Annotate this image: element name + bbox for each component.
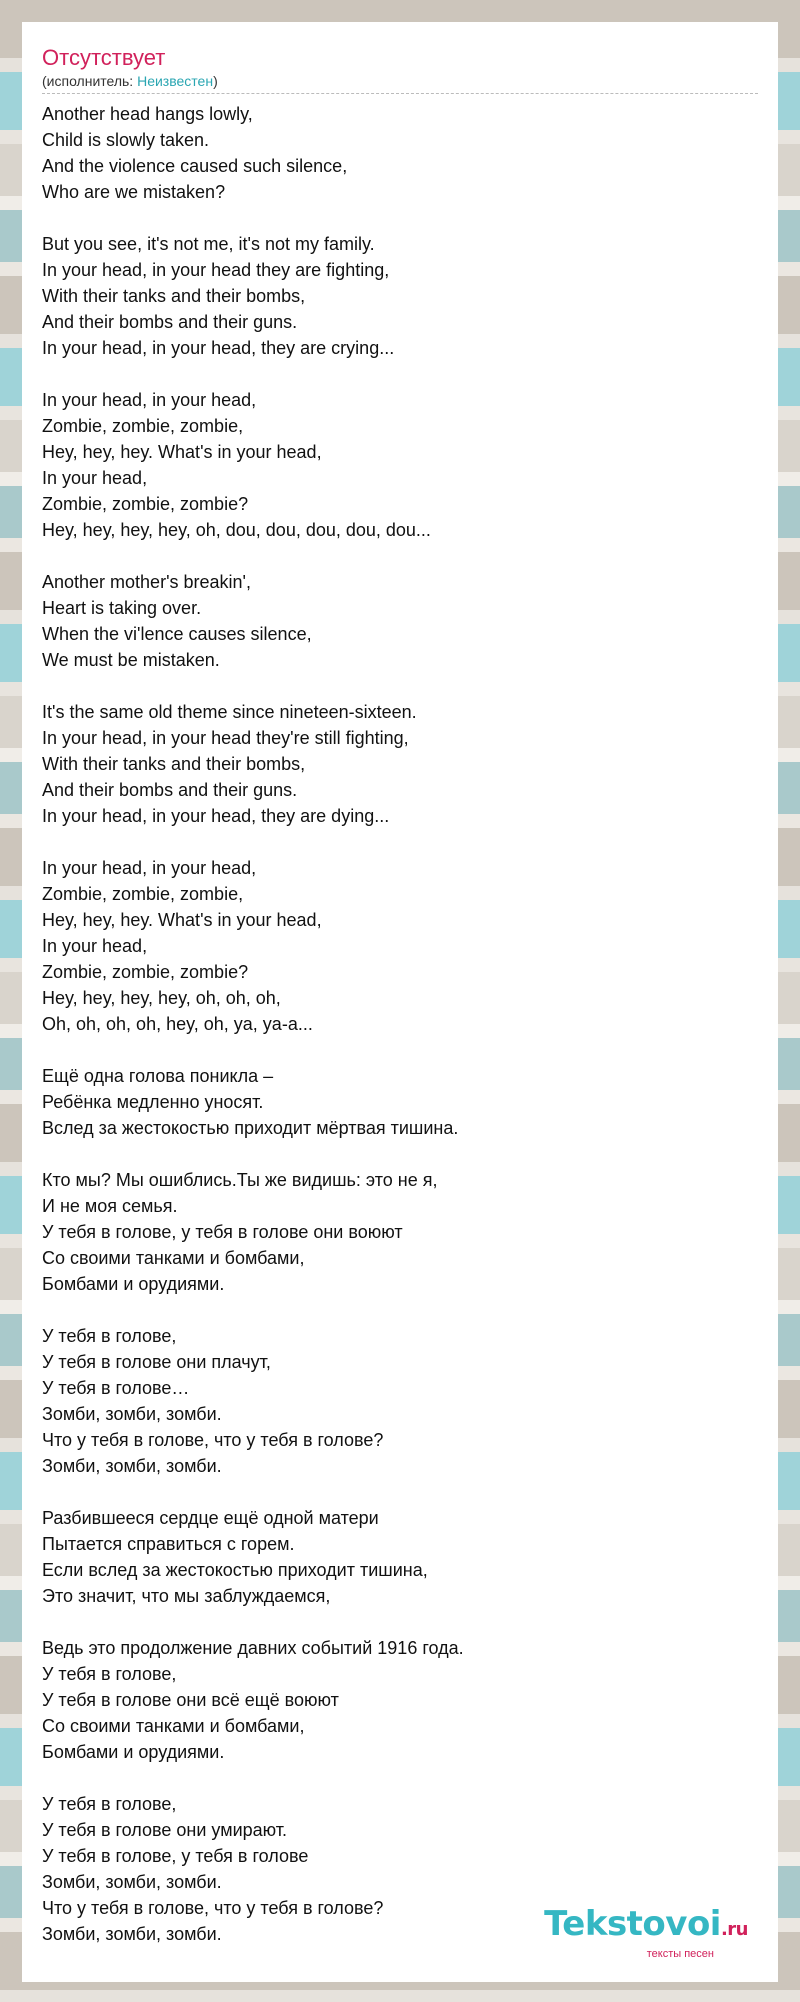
lyric-line: Бомбами и орудиями. bbox=[42, 1274, 225, 1294]
lyrics-text bbox=[42, 101, 758, 1947]
lyric-line: In your head, in your head, they are crying... bbox=[42, 338, 395, 358]
lyric-line: У тебя в голове, bbox=[42, 1326, 177, 1346]
lyric-stanza bbox=[42, 699, 758, 829]
lyric-line: Что у тебя в голове, что у тебя в голове? bbox=[42, 1898, 384, 1918]
lyric-line: Who are we mistaken? bbox=[42, 182, 226, 202]
lyric-stanza bbox=[42, 1505, 758, 1609]
lyric-line: In your head, in your head, they are dying... bbox=[42, 806, 390, 826]
lyric-line: Hey, hey, hey, hey, oh, oh, oh, bbox=[42, 988, 281, 1008]
lyric-stanza bbox=[42, 231, 758, 361]
lyric-line: Если вслед за жестокостью приходит тишина, bbox=[42, 1560, 428, 1580]
artist-line bbox=[42, 72, 758, 94]
lyric-line: In your head, bbox=[42, 468, 148, 488]
lyric-line: And their bombs and their guns. bbox=[42, 312, 298, 332]
lyric-line: In your head, in your head they are fighting, bbox=[42, 260, 390, 280]
lyric-line: Another head hangs lowly, bbox=[42, 104, 253, 124]
artist-prefix: (исполнитель: bbox=[42, 73, 138, 89]
logo-wordmark bbox=[544, 1906, 748, 1948]
site-logo[interactable] bbox=[544, 1906, 748, 1960]
lyric-stanza bbox=[42, 1063, 758, 1141]
lyric-line: We must be mistaken. bbox=[42, 650, 220, 670]
lyric-line: Zombie, zombie, zombie, bbox=[42, 416, 244, 436]
lyric-line: Ещё одна голова поникла – bbox=[42, 1066, 274, 1086]
lyric-line: У тебя в голове они плачут, bbox=[42, 1352, 271, 1372]
lyric-line: Ребёнка медленно уносят. bbox=[42, 1092, 264, 1112]
lyric-line: Пытается справиться с горем. bbox=[42, 1534, 295, 1554]
lyric-stanza bbox=[42, 1167, 758, 1297]
lyric-line: Oh, oh, oh, oh, hey, oh, ya, ya-a... bbox=[42, 1014, 313, 1034]
lyric-line: У тебя в голове, у тебя в голове они воюют bbox=[42, 1222, 403, 1242]
lyric-line: In your head, in your head, bbox=[42, 390, 257, 410]
lyric-line: И не моя семья. bbox=[42, 1196, 178, 1216]
lyric-line: Zombie, zombie, zombie? bbox=[42, 962, 249, 982]
lyric-line: Зомби, зомби, зомби. bbox=[42, 1872, 222, 1892]
lyric-line: Hey, hey, hey. What's in your head, bbox=[42, 442, 322, 462]
logo-main-text: Tekstovoi bbox=[544, 1904, 721, 1944]
lyric-line: Вслед за жестокостью приходит мёртвая тишина. bbox=[42, 1118, 459, 1138]
lyric-line: Со своими танками и бомбами, bbox=[42, 1716, 305, 1736]
lyric-line: Hey, hey, hey. What's in your head, bbox=[42, 910, 322, 930]
lyric-line: Разбившееся сердце ещё одной матери bbox=[42, 1508, 379, 1528]
lyric-line: Зомби, зомби, зомби. bbox=[42, 1924, 222, 1944]
lyric-line: Ведь это продолжение давних событий 1916 года. bbox=[42, 1638, 464, 1658]
lyric-line: Зомби, зомби, зомби. bbox=[42, 1456, 222, 1476]
lyric-line: Бомбами и орудиями. bbox=[42, 1742, 225, 1762]
lyric-line: Это значит, что мы заблуждаемся, bbox=[42, 1586, 331, 1606]
artist-link[interactable]: Неизвестен bbox=[137, 73, 214, 89]
lyric-line: Child is slowly taken. bbox=[42, 130, 210, 150]
lyric-line: Hey, hey, hey, hey, oh, dou, dou, dou, dou, dou... bbox=[42, 520, 431, 540]
lyric-stanza bbox=[42, 1635, 758, 1765]
lyric-line: Со своими танками и бомбами, bbox=[42, 1248, 305, 1268]
lyric-stanza bbox=[42, 569, 758, 673]
lyric-line: And their bombs and their guns. bbox=[42, 780, 298, 800]
lyric-line: In your head, in your head, bbox=[42, 858, 257, 878]
lyric-line: Зомби, зомби, зомби. bbox=[42, 1404, 222, 1424]
lyric-line: Zombie, zombie, zombie? bbox=[42, 494, 249, 514]
lyric-line: Another mother's breakin', bbox=[42, 572, 251, 592]
lyric-stanza bbox=[42, 101, 758, 205]
logo-tld: .ru bbox=[720, 1919, 748, 1940]
lyric-line: У тебя в голове, bbox=[42, 1664, 177, 1684]
lyric-stanza bbox=[42, 1323, 758, 1479]
lyric-line: У тебя в голове они всё ещё воюют bbox=[42, 1690, 339, 1710]
lyric-line: But you see, it's not me, it's not my family. bbox=[42, 234, 375, 254]
song-title: Отсутствует bbox=[42, 45, 166, 70]
lyric-line: У тебя в голове, у тебя в голове bbox=[42, 1846, 309, 1866]
lyric-line: У тебя в голове, bbox=[42, 1794, 177, 1814]
lyric-line: With their tanks and their bombs, bbox=[42, 286, 306, 306]
artist-suffix: ) bbox=[213, 73, 218, 89]
lyric-stanza bbox=[42, 855, 758, 1037]
lyric-line: With their tanks and their bombs, bbox=[42, 754, 306, 774]
lyric-line: In your head, in your head they're still fighting, bbox=[42, 728, 409, 748]
lyric-line: When the vi'lence causes silence, bbox=[42, 624, 312, 644]
lyric-line: Кто мы? Мы ошиблись.Ты же видишь: это не я, bbox=[42, 1170, 438, 1190]
lyric-line: Heart is taking over. bbox=[42, 598, 202, 618]
logo-tagline: тексты песен bbox=[646, 1948, 714, 1960]
lyric-line: Что у тебя в голове, что у тебя в голове? bbox=[42, 1430, 384, 1450]
lyric-line: In your head, bbox=[42, 936, 148, 956]
lyric-line: У тебя в голове они умирают. bbox=[42, 1820, 287, 1840]
lyrics-card bbox=[22, 22, 778, 1982]
lyric-line: It's the same old theme since nineteen-sixteen. bbox=[42, 702, 417, 722]
lyric-line: У тебя в голове… bbox=[42, 1378, 190, 1398]
lyric-line: And the violence caused such silence, bbox=[42, 156, 348, 176]
lyric-stanza bbox=[42, 387, 758, 543]
lyric-line: Zombie, zombie, zombie, bbox=[42, 884, 244, 904]
